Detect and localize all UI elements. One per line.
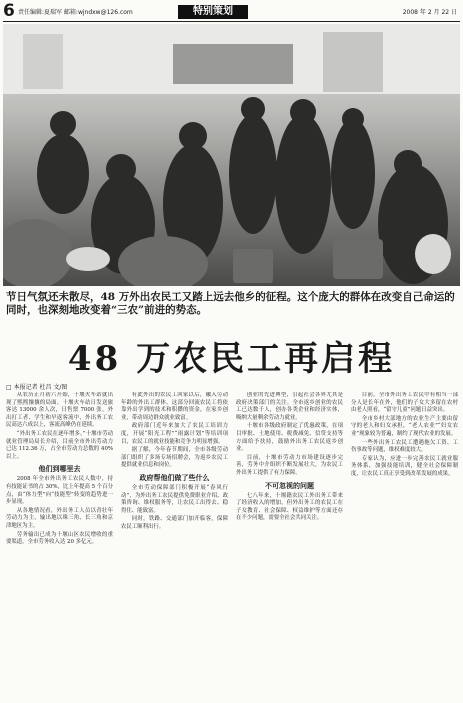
paragraph: 从各地情况看，外出务工人员以青壮年劳动力为主，输出地以珠三角、长三角和京津地区为主。 xyxy=(6,507,113,529)
subheading: 不可忽视的问题 xyxy=(265,480,314,490)
section-title: 特别策划 xyxy=(178,5,248,19)
paragraph: 同时，铁路、交通部门加开临客，保障农民工顺利出行。 xyxy=(121,516,228,530)
subheading: 他们到哪里去 xyxy=(38,464,81,474)
article-column-1 xyxy=(6,392,113,698)
article-column-3 xyxy=(236,392,343,698)
paragraph: 全市劳动保障部门积极开展“春风行动”，为外出务工农民提供免费职业介绍、政策咨询、维权服务等，让农民工出得去、稳得住、能致富。 xyxy=(121,484,228,514)
paragraph: 2008 年全市外出务工农民人数中，持有技能证书的占 30%，比上年提高 5 个百分点，由“体力型”向“技能型”转变的趋势进一步显现。 xyxy=(6,476,113,506)
paragraph: 从农历正月初六开始，十堰火车站就出现了熙熙攘攘的局面。十堰火车站日发送旅客达 13000 余人次，日售票 7000 张。外出打工者、学生和早返客流中，外出务工农民高达六成以上，客流高峰仍在延续。 xyxy=(6,392,113,429)
paragraph: 一些外出务工农民工遭遇拖欠工资、工伤事故等问题，维权难度较大。 xyxy=(351,439,458,454)
paragraph: “外出务工农民在逐年增多。”十堰市劳动就业管理局局长介绍，目前全市外出劳动力已达 112.36 万，占全市劳动力总数的 40% 以上。 xyxy=(6,430,113,460)
page-number: 6 xyxy=(3,1,15,21)
paragraph: 七八年来，十堰籍农民工外出务工带来了经济收入的增加，但外出务工的农民工在子女教育、社会保障、权益维护等方面还存在不少问题，需要全社会共同关注。 xyxy=(236,492,343,522)
masthead-rule xyxy=(3,21,460,22)
paragraph: 专家认为，应进一步完善农民工就业服务体系，加强技能培训，健全社会保障制度，让农民工真正享受到改革发展的成果。 xyxy=(351,455,458,477)
article-headline: 48 万农民工再启程 xyxy=(67,339,396,379)
article-deck: 节日气氛还未散尽，48 万外出农民工又踏上远去他乡的征程。这个庞大的群体在改变自己命运的同时，也深刻地改变着“三农”前进的势态。 xyxy=(6,291,455,316)
article-body xyxy=(6,392,458,698)
paragraph: 有此外出的农民工回家以后，融入劳动年龄的外出工群体。这部分回流农民工将依靠外出学到的技术和积攒的资金，在家乡创业，带动周边群众就业致富。 xyxy=(121,392,228,421)
article-column-4 xyxy=(351,392,458,698)
editor-contact: 责任编辑:夏瑞军 邮箱:wjndxw@126.com xyxy=(18,9,133,16)
issue-date: 2008 年 2 月 22 日 xyxy=(402,9,457,16)
article-column-2 xyxy=(121,392,228,698)
paragraph: 目前，全市外出务工农民中有相当一部分人是长年在外，他们的子女大多留在农村由老人照看，“留守儿童”问题日益突出。 xyxy=(351,392,458,414)
paragraph: 创业的先进典型，引起社会各界尤其是政府决策部门的关注。全市返乡创业的农民工已达数千人，创办各类企业和经济实体，吸纳大量剩余劳动力就业。 xyxy=(236,392,343,421)
paragraph: 目前，十堰市劳动力市场建设逐步完善，劳务中介组织不断发展壮大，为农民工外出务工提供了有力保障。 xyxy=(236,454,343,476)
paragraph: 十堰市各级政府制定了优惠政策，在项目审批、土地使用、税费减免、信贷支持等方面给予扶持，鼓励外出务工农民返乡创业。 xyxy=(236,423,343,453)
masthead xyxy=(0,0,463,22)
station-crowd-photo xyxy=(3,24,460,286)
paragraph: 政府部门近年来加大了农民工培训力度，开展“阳光工程”“雨露计划”等培训项目，农民工的就业技能和竞争力明显增强。 xyxy=(121,423,228,445)
subheading: 政府帮他们做了些什么 xyxy=(139,472,210,482)
paragraph: 据了解，今年春节期间，全市各级劳动部门组织了多场专场招聘会，为返乡农民工提供就业信息和岗位。 xyxy=(121,447,228,469)
paragraph: 劳务输出已成为十堰山区农民增收的重要渠道，全市劳务收入达 20 多亿元。 xyxy=(6,531,113,546)
paragraph: 全市乡村大部地方的农业生产主要由留守的老人和妇女承担，“老人农业”“妇女农业”现象较为普遍，制约了现代农业的发展。 xyxy=(351,415,458,437)
article-byline: □ 本报记者 杜昌 文/图 xyxy=(6,384,68,391)
